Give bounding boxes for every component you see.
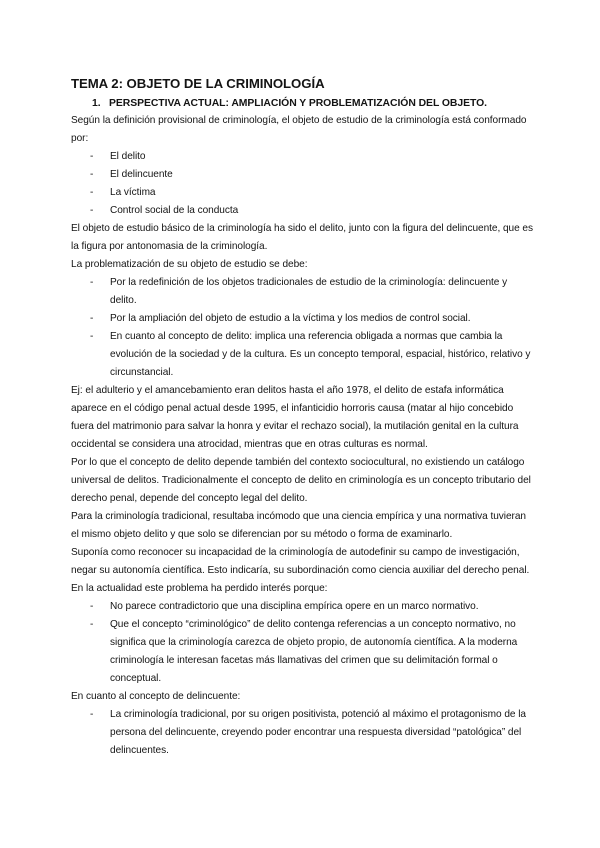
list-item: - El delincuente xyxy=(71,166,533,184)
list-item: - La víctima xyxy=(71,184,533,202)
delinquent-list xyxy=(71,706,533,760)
paragraph-autonomy: Suponía como reconocer su incapacidad de la criminología de autodefinir su campo de investigación, negar su autonomía científica. Esto indicaría, su subordinación como ciencia auxiliar del derecho penal. En la actualidad este problema ha perdido interés porque: xyxy=(71,547,530,594)
paragraph-traditional: Para la criminología tradicional, resultaba incómodo que una ciencia empírica y una normativa tuvieran el mismo objeto delito y que solo se diferencian por su método o forma de examinarlo. xyxy=(71,511,526,540)
list-item: - En cuanto al concepto de delito: implica una referencia obligada a normas que cambia la evolución de la sociedad y de la cultura. Es un concepto temporal, espacial, histórico, relativo y circunstancial. xyxy=(71,328,533,382)
list-item: - Por la ampliación del objeto de estudio a la víctima y los medios de control social. xyxy=(71,310,533,328)
section-heading-text: PERSPECTIVA ACTUAL: AMPLIACIÓN Y PROBLEMATIZACIÓN DEL OBJETO. xyxy=(109,98,487,109)
list-item: - El delito xyxy=(71,148,533,166)
document-content xyxy=(71,74,533,760)
problematization-list xyxy=(71,274,533,382)
object-list xyxy=(71,148,533,220)
interest-list xyxy=(71,598,533,688)
list-item: - Control social de la conducta xyxy=(71,202,533,220)
section-number: 1. xyxy=(92,98,101,109)
paragraph-example: Ej: el adulterio y el amancebamiento eran delitos hasta el año 1978, el delito de estafa informática aparece en el código penal actual desde 1995, el infanticidio horroris causa (matar al hijo concebido fuera del matrimonio para salvar la honra y evitar el rechazo social), la mutilación genital en la cultura occidental se considera una atrocidad, mientras que en otras culturas es normal. xyxy=(71,385,519,450)
section-heading xyxy=(71,96,533,112)
paragraph-basic-object: El objeto de estudio básico de la criminología ha sido el delito, junto con la figura del delincuente, que es la figura por antonomasia de la criminología. xyxy=(71,223,533,252)
list-item: - La criminología tradicional, por su origen positivista, potenció al máximo el protagonismo de la persona del delincuente, creyendo poder encontrar una respuesta diversidad “patológica” del delincuentes. xyxy=(71,706,533,760)
list-item: - Que el concepto “criminológico” de delito contenga referencias a un concepto normativo, no significa que la criminología carezca de objeto propio, de autonomía científica. A la moderna criminología le interesan facetas más llamativas del crimen que su delimitación formal o conceptual. xyxy=(71,616,533,688)
document-title: TEMA 2: OBJETO DE LA CRIMINOLOGÍA xyxy=(71,76,325,91)
list-item: - No parece contradictorio que una disciplina empírica opere en un marco normativo. xyxy=(71,598,533,616)
paragraph-definition: Según la definición provisional de criminología, el objeto de estudio de la criminología está conformado por: xyxy=(71,115,527,144)
paragraph-context: Por lo que el concepto de delito depende también del contexto sociocultural, no existiendo un catálogo universal de delitos. Tradicionalmente el concepto de delito en criminología es un concepto tributario del derecho penal, depende del concepto legal del delito. xyxy=(71,457,531,504)
list-item: - Por la redefinición de los objetos tradicionales de estudio de la criminología: delincuente y delito. xyxy=(71,274,533,310)
paragraph-delinquent: En cuanto al concepto de delincuente: xyxy=(71,691,241,702)
paragraph-problematization: La problematización de su objeto de estudio se debe: xyxy=(71,259,308,270)
